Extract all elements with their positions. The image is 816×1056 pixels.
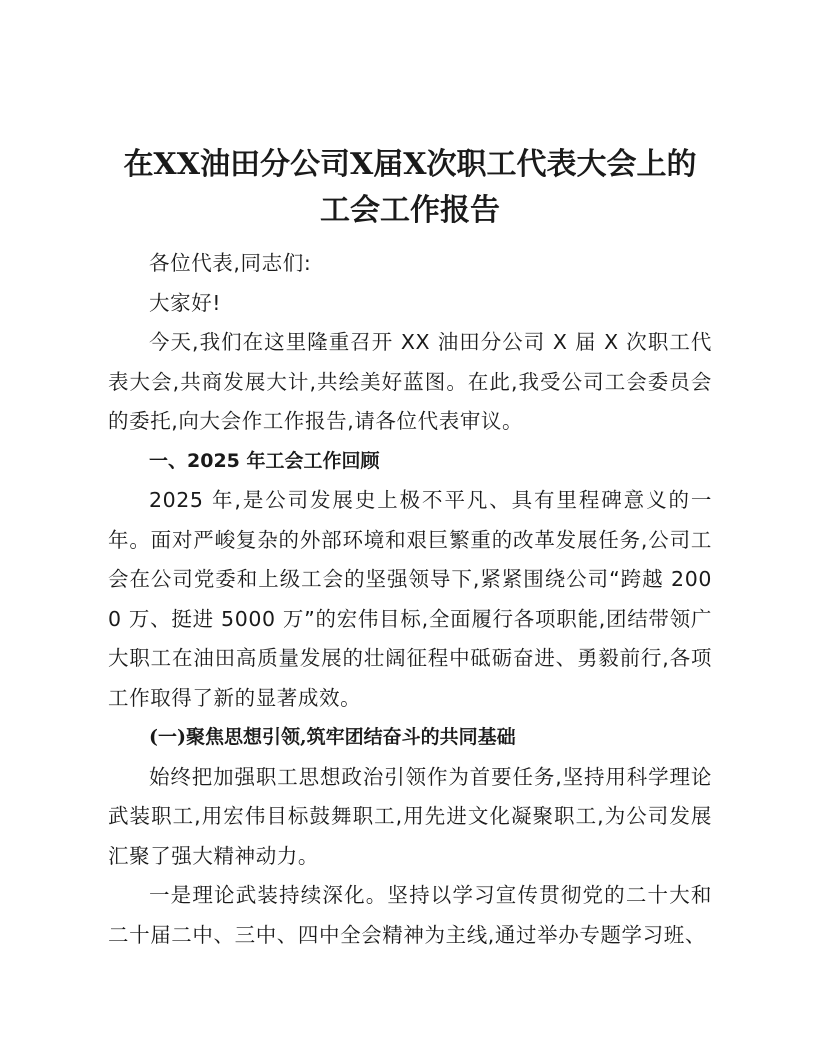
intro-paragraph: 今天,我们在这里隆重召开 XX 油田分公司 X 届 X 次职工代表大会,共商发展大计,共绘美好蓝图。在此,我受公司工会委员会的委托,向大会作工作报告,请各位代表审议。 (108, 330, 712, 433)
document-title (108, 142, 712, 234)
subsection-paragraph: 始终把加强职工思想政治引领作为首要任务,坚持用科学理论武装职工,用宏伟目标鼓舞职工,用先进文化凝聚职工,为公司发展汇聚了强大精神动力。 (108, 764, 712, 868)
point-paragraph: 一是理论武装持续深化。坚持以学习宣传贯彻党的二十大和二十届二中、三中、四中全会精神为主线,通过举办专题学习班、 (108, 883, 712, 947)
title-line-1: 在XX油田分公司X届X次职工代表大会上的 (123, 147, 697, 182)
section-paragraph: 2025 年,是公司发展史上极不平凡、具有里程碑意义的一年。面对严峻复杂的外部环境和艰巨繁重的改革发展任务,公司工会在公司党委和上级工会的坚强领导下,紧紧围绕公司“跨越 2000 万、挺进 5000 万”的宏伟目标,全面履行各项职能,团结带领广大职工在油田高质量发展的壮阔征程中砥砺奋进、勇毅前行,各项工作取得了新的显著成效。 (108, 488, 712, 710)
subsection-heading: (一)聚焦思想引领,筑牢团结奋斗的共同基础 (149, 726, 516, 748)
document-page (108, 142, 712, 955)
section-heading: 一、2025 年工会工作回顾 (149, 449, 380, 472)
greeting: 大家好! (149, 290, 222, 315)
title-line-2: 工会工作报告 (320, 193, 500, 228)
salutation: 各位代表,同志们: (149, 251, 312, 275)
